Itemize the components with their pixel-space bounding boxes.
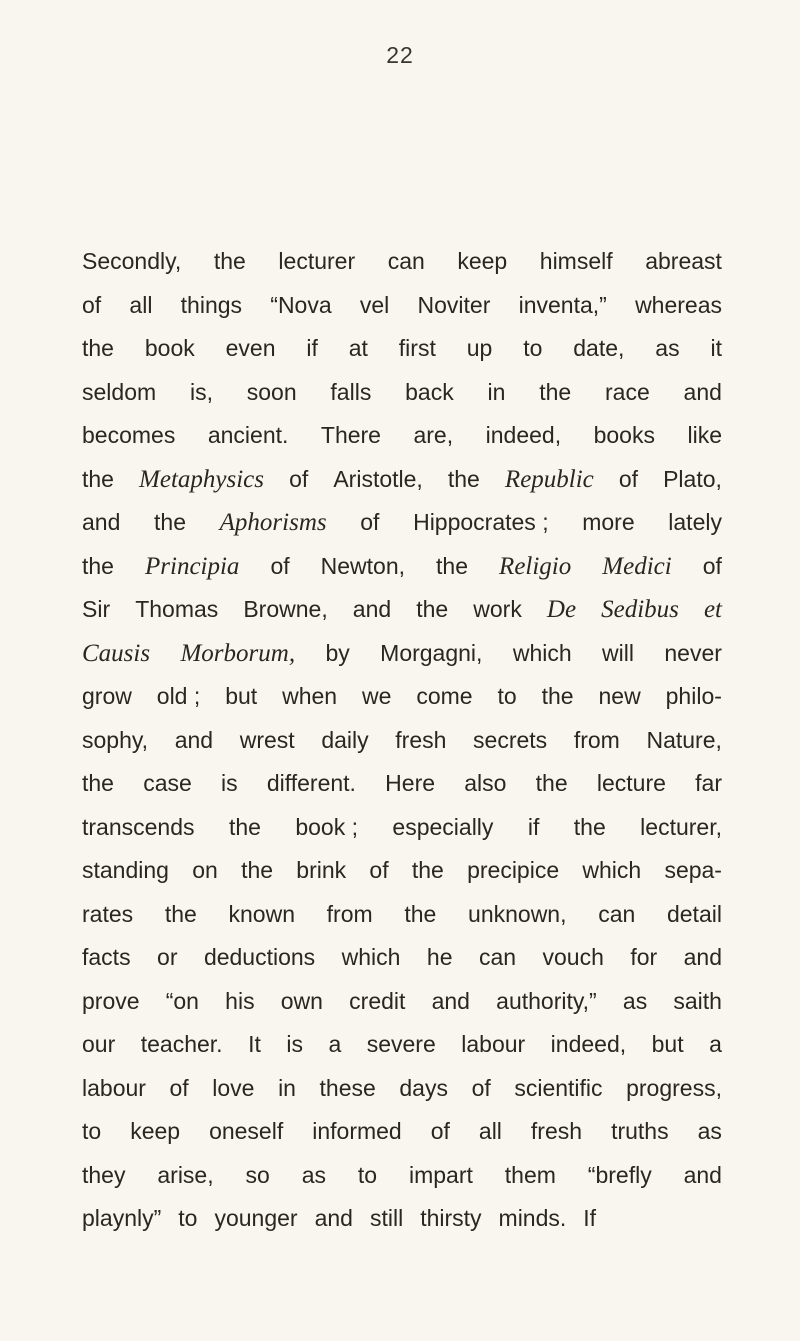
word: is	[286, 1031, 303, 1057]
word: and	[314, 1205, 353, 1231]
word: himself	[539, 248, 613, 274]
body-paragraph	[82, 240, 722, 1241]
word: keep	[457, 248, 508, 274]
text-line	[82, 1110, 722, 1154]
word: the	[228, 813, 261, 840]
word: can	[387, 248, 425, 274]
word: vel	[359, 291, 390, 318]
word: when	[282, 683, 338, 709]
word: secrets	[473, 726, 548, 753]
word: so	[245, 1161, 270, 1188]
text-line	[82, 327, 722, 371]
word: all	[129, 291, 153, 318]
word: which	[582, 857, 642, 883]
italic-title: Religio	[499, 552, 572, 580]
word: but	[651, 1031, 684, 1057]
word: Browne,	[243, 596, 328, 622]
word: from	[573, 726, 620, 753]
word: rates	[82, 900, 134, 927]
word: saith	[673, 987, 722, 1014]
word: younger	[214, 1205, 298, 1231]
word: of	[430, 1118, 450, 1144]
text-line	[82, 588, 722, 632]
word: oneself	[209, 1118, 284, 1144]
word: is,	[189, 378, 213, 405]
word: case	[143, 770, 192, 796]
word: vouch	[542, 944, 604, 970]
word: Nature,	[646, 726, 722, 753]
word: which	[341, 944, 401, 970]
word: love	[212, 1074, 255, 1101]
word: of	[360, 509, 380, 535]
word: keep	[130, 1118, 181, 1144]
word: we	[362, 683, 392, 709]
word: Here	[385, 770, 436, 796]
word: which	[512, 639, 572, 666]
text-line	[82, 762, 722, 806]
word: things	[180, 291, 243, 318]
word: and	[82, 509, 121, 535]
word: There	[320, 422, 381, 448]
text-line	[82, 1023, 722, 1067]
word: the	[82, 770, 114, 796]
word: from	[326, 900, 373, 927]
italic-title: De	[546, 596, 577, 623]
word: can	[478, 944, 517, 970]
word: own	[280, 987, 323, 1014]
word: “on	[165, 987, 199, 1014]
word: impart	[408, 1161, 473, 1188]
word: to	[523, 335, 543, 361]
word: he	[426, 944, 453, 970]
word: are,	[413, 422, 454, 448]
word: different.	[266, 770, 356, 796]
word: his	[225, 987, 255, 1014]
text-line	[82, 893, 722, 937]
word: especially	[392, 813, 494, 840]
word: also	[464, 770, 507, 796]
word: to	[357, 1161, 378, 1188]
italic-title: Causis	[82, 639, 151, 667]
word: sepa-	[664, 857, 722, 883]
word: Secondly,	[82, 248, 182, 274]
word: and	[683, 378, 722, 405]
word: of	[702, 552, 722, 579]
word: brink	[296, 857, 347, 883]
word: authority,”	[496, 987, 597, 1014]
word: race	[605, 378, 650, 405]
word: by	[325, 639, 350, 666]
word: Sir	[82, 596, 111, 622]
word: up	[466, 335, 493, 361]
word: more	[582, 509, 635, 535]
text-line	[82, 284, 722, 328]
word: will	[602, 639, 634, 666]
word: ancient.	[207, 422, 289, 448]
word: they	[82, 1161, 126, 1188]
word: book	[144, 335, 195, 361]
text-line	[82, 414, 722, 458]
word: Plato,	[663, 465, 722, 492]
word: indeed,	[485, 422, 562, 448]
word: the	[411, 857, 444, 883]
word: Newton,	[320, 552, 406, 579]
word: and	[683, 944, 722, 970]
word: our	[82, 1031, 116, 1057]
word: as	[622, 987, 648, 1014]
word: If	[583, 1205, 597, 1231]
word: lecture	[596, 770, 666, 796]
word: the	[541, 683, 574, 709]
word: back	[405, 378, 454, 405]
word: the	[535, 770, 568, 796]
word: and	[352, 596, 392, 622]
word: the	[436, 552, 469, 579]
italic-title: Principia	[145, 552, 240, 580]
word: never	[664, 639, 722, 666]
word: labour	[82, 1074, 146, 1101]
word: scientific	[514, 1074, 603, 1101]
word: still	[369, 1205, 404, 1231]
word: to	[82, 1118, 102, 1144]
text-line	[82, 936, 722, 980]
word: date,	[573, 335, 625, 361]
word: Noviter	[417, 291, 491, 318]
word: of	[289, 465, 309, 492]
text-line	[82, 1197, 722, 1241]
text-line	[82, 632, 722, 676]
word: on	[192, 857, 218, 883]
word: lately	[668, 509, 722, 535]
word: Morgagni,	[380, 639, 483, 666]
word: if	[306, 335, 318, 361]
word: for	[630, 944, 658, 970]
word: Hippocrates ;	[413, 509, 549, 535]
text-line	[82, 849, 722, 893]
word: truths	[611, 1118, 669, 1144]
text-line	[82, 240, 722, 284]
word: lecturer	[278, 248, 356, 274]
word: the	[164, 900, 197, 927]
text-line	[82, 719, 722, 763]
word: the	[447, 465, 480, 492]
word: abreast	[645, 248, 722, 274]
italic-title: Republic	[504, 465, 594, 493]
word: seldom	[82, 378, 157, 405]
word: labour	[461, 1031, 526, 1057]
word: but	[225, 683, 258, 709]
word: inventa,”	[518, 291, 607, 318]
word: and	[174, 726, 214, 753]
word: prove	[82, 987, 140, 1014]
word: playnly”	[82, 1205, 162, 1231]
word: known	[228, 900, 295, 927]
word: of	[618, 465, 639, 492]
word: all	[478, 1118, 502, 1144]
word: minds.	[498, 1205, 567, 1231]
word: philo-	[665, 683, 722, 709]
word: sophy,	[82, 726, 149, 753]
word: fresh	[530, 1118, 583, 1144]
word: new	[598, 683, 641, 709]
word: of	[471, 1074, 491, 1101]
text-line	[82, 545, 722, 589]
word: deductions	[203, 944, 316, 970]
word: a	[709, 1031, 722, 1057]
word: falls	[330, 378, 372, 405]
italic-title: Sedibus	[601, 596, 679, 623]
word: the	[573, 813, 606, 840]
italic-title: Aphorisms	[219, 509, 327, 536]
word: the	[154, 509, 186, 535]
text-line	[82, 1067, 722, 1111]
word: and	[683, 1161, 722, 1188]
word: Thomas	[135, 596, 219, 622]
word: work	[473, 596, 522, 622]
word: standing	[82, 857, 169, 883]
word: as	[697, 1118, 722, 1144]
text-line	[82, 371, 722, 415]
text-line	[82, 675, 722, 719]
word: far	[695, 770, 722, 796]
text-line	[82, 501, 722, 545]
italic-title: Metaphysics	[139, 465, 265, 493]
word: to	[178, 1205, 198, 1231]
word: teacher.	[140, 1031, 223, 1057]
word: “brefly	[587, 1161, 652, 1188]
word: the	[404, 900, 437, 927]
word: Aristotle,	[333, 465, 423, 492]
word: facts	[82, 944, 131, 970]
word: lecturer,	[640, 813, 722, 840]
word: progress,	[626, 1074, 722, 1101]
word: thirsty	[420, 1205, 482, 1231]
word: indeed,	[550, 1031, 627, 1057]
word: of	[369, 857, 389, 883]
word: of	[270, 552, 290, 579]
word: grow	[82, 683, 132, 709]
word: the	[416, 596, 449, 622]
word: the	[241, 857, 274, 883]
word: a	[328, 1031, 342, 1057]
italic-title: Medici	[602, 552, 672, 580]
text-line	[82, 1154, 722, 1198]
text-line	[82, 458, 722, 502]
word: It	[248, 1031, 261, 1057]
word: transcends	[82, 813, 195, 840]
word: arise,	[157, 1161, 214, 1188]
word: in	[278, 1074, 296, 1101]
word: daily	[321, 726, 369, 753]
word: as	[655, 335, 680, 361]
word: becomes	[82, 422, 176, 448]
word: soon	[246, 378, 297, 405]
word: “Nova	[270, 291, 332, 318]
word: informed	[312, 1118, 402, 1144]
word: of	[169, 1074, 189, 1101]
word: like	[687, 422, 722, 448]
word: if	[527, 813, 540, 840]
word: to	[497, 683, 517, 709]
word: fresh	[395, 726, 447, 753]
word: them	[504, 1161, 556, 1188]
word: or	[157, 944, 178, 970]
word: these	[319, 1074, 376, 1101]
word: credit	[349, 987, 406, 1014]
word: first	[398, 335, 436, 361]
word: it	[710, 335, 722, 361]
italic-title: Morborum,	[180, 639, 296, 667]
word: unknown,	[468, 900, 567, 927]
word: and	[431, 987, 470, 1014]
word: even	[225, 335, 276, 361]
word: the	[82, 335, 114, 361]
word: whereas	[635, 291, 722, 318]
text-line	[82, 980, 722, 1024]
text-line	[82, 806, 722, 850]
italic-title: et	[703, 596, 722, 623]
word: as	[301, 1161, 326, 1188]
word: severe	[366, 1031, 436, 1057]
word: the	[82, 552, 114, 579]
word: old ;	[156, 683, 201, 709]
word: precipice	[467, 857, 560, 883]
word: in	[487, 378, 506, 405]
word: days	[399, 1074, 448, 1101]
word: at	[348, 335, 368, 361]
word: the	[539, 378, 572, 405]
word: the	[213, 248, 246, 274]
word: of	[82, 291, 102, 318]
word: books	[593, 422, 655, 448]
word: detail	[666, 900, 722, 927]
word: wrest	[239, 726, 295, 753]
word: book ;	[295, 813, 358, 840]
word: come	[416, 683, 473, 709]
page-number: 22	[386, 42, 414, 68]
word: the	[82, 465, 114, 492]
word: is	[221, 770, 238, 796]
word: can	[598, 900, 636, 927]
